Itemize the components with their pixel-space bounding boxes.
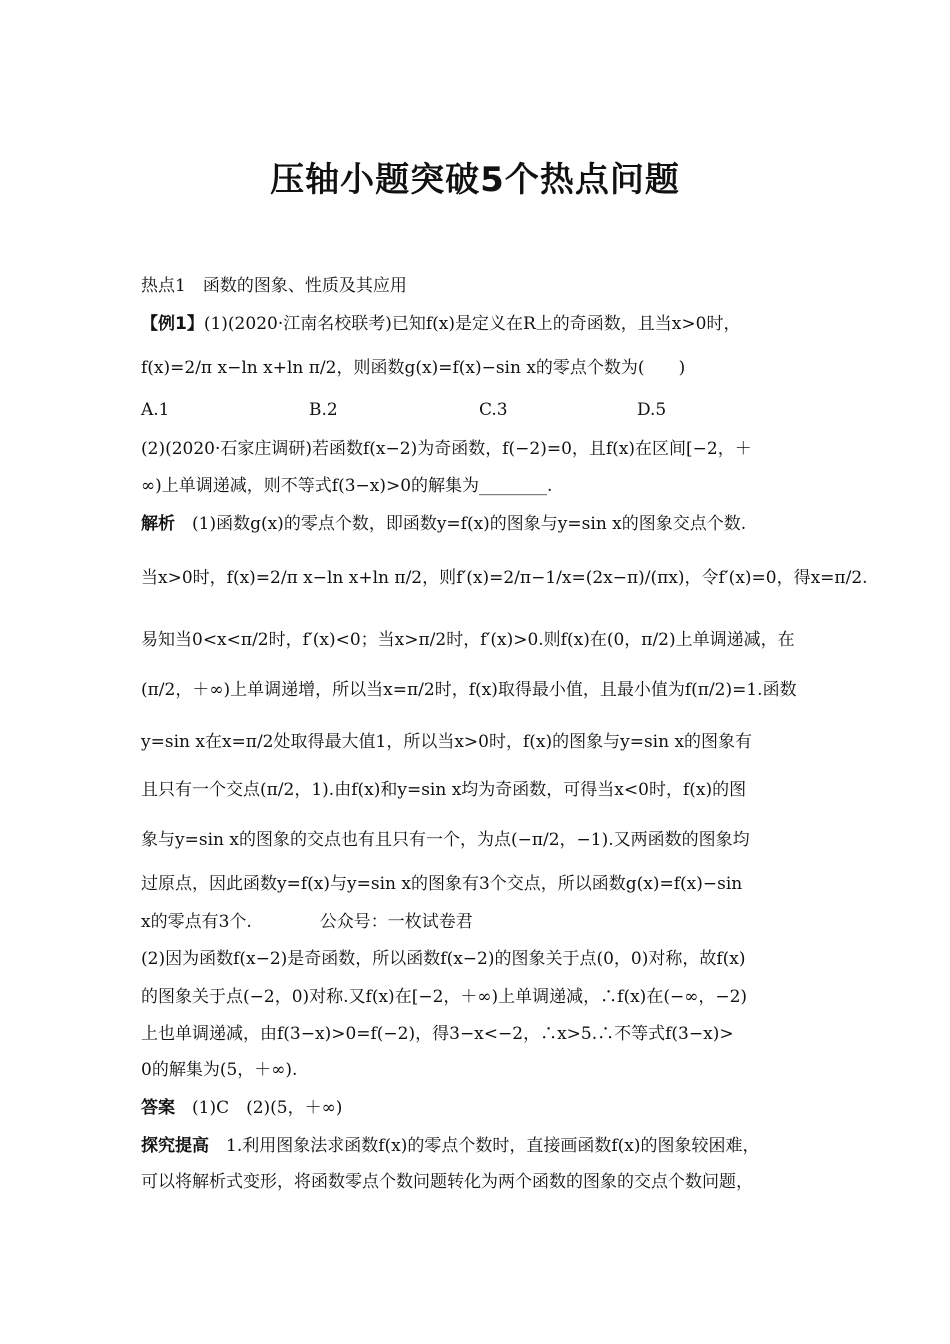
solution-text: (1)函数g(x)的零点个数，即函数y=f(x)的图象与y=sin x的图象交点个数. bbox=[192, 514, 747, 534]
answer-text: (1)C (2)(5，＋∞) bbox=[192, 1098, 343, 1118]
solution-line: y=sin x在x=π/2处取得最大值1，所以当x>0时，f(x)的图象与y=sin x的图象有 bbox=[141, 732, 753, 752]
option-a: A.1 bbox=[141, 400, 170, 420]
solution-line: 过原点，因此函数y=f(x)与y=sin x的图象有3个交点，所以函数g(x)=f(x)−sin bbox=[141, 874, 743, 894]
solution-line: 且只有一个交点(π/2，1).由f(x)和y=sin x均为奇函数，可得当x<0时，f(x)的图 bbox=[141, 780, 747, 800]
explore-text: 1.利用图象法求函数f(x)的零点个数时，直接画函数f(x)的图象较困难， bbox=[226, 1136, 760, 1156]
section-heading: 热点1 函数的图象、性质及其应用 bbox=[141, 276, 407, 296]
question-1-line-1: (1)(2020·江南名校联考)已知f(x)是定义在R上的奇函数，且当x>0时， bbox=[203, 314, 741, 334]
solution-line: (π/2，＋∞)上单调递增，所以当x=π/2时，f(x)取得最小值，且最小值为f(π/2)=1.函数 bbox=[141, 680, 797, 700]
example-label: 【例1】 bbox=[141, 314, 204, 334]
solution-line: 上也单调递减，由f(3−x)>0=f(−2)，得3−x<−2，∴x>5.∴不等式f(3−x)> bbox=[141, 1024, 734, 1044]
explore-line-2: 可以将解析式变形，将函数零点个数问题转化为两个函数的图象的交点个数问题， bbox=[141, 1172, 753, 1192]
answer-label: 答案 bbox=[141, 1098, 175, 1118]
answer-line bbox=[141, 1096, 811, 1120]
solution-line bbox=[141, 512, 811, 536]
page-title: 压轴小题突破5个热点问题 bbox=[270, 160, 680, 200]
solution-line: (2)因为函数f(x−2)是奇函数，所以函数f(x−2)的图象关于点(0，0)对称，故f(x) bbox=[141, 949, 746, 969]
solution-line: 当x>0时，f(x)=2/π x−ln x+ln π/2，则f′(x)=2/π−1/x=(2x−π)/(πx)，令f′(x)=0，得x=π/2. bbox=[141, 568, 868, 588]
question-1-line-2: f(x)=2/π x−ln x+ln π/2，则函数g(x)=f(x)−sin x的零点个数为( ) bbox=[141, 358, 686, 378]
solution-line: 象与y=sin x的图象的交点也有且只有一个，为点(−π/2，−1).又两函数的图象均 bbox=[141, 830, 750, 850]
option-d: D.5 bbox=[637, 400, 667, 420]
option-c: C.3 bbox=[479, 400, 508, 420]
question-2-line-2: ∞)上单调递减，则不等式f(3−x)>0的解集为________. bbox=[141, 476, 553, 496]
explore-label: 探究提高 bbox=[141, 1136, 209, 1156]
example-line bbox=[141, 312, 811, 336]
solution-line: 的图象关于点(−2，0)对称.又f(x)在[−2，＋∞)上单调递减，∴f(x)在(−∞，−2) bbox=[141, 987, 748, 1007]
solution-line: 0的解集为(5，＋∞). bbox=[141, 1060, 298, 1080]
options-row bbox=[141, 398, 811, 422]
solution-line: x的零点有3个. 公众号：一枚试卷君 bbox=[141, 912, 473, 932]
question-2-line-1: (2)(2020·石家庄调研)若函数f(x−2)为奇函数，f(−2)=0，且f(x)在区间[−2，＋ bbox=[141, 439, 752, 459]
option-b: B.2 bbox=[309, 400, 338, 420]
solution-line: 易知当0<x<π/2时，f′(x)<0；当x>π/2时，f′(x)>0.则f(x)在(0，π/2)上单调递减，在 bbox=[141, 630, 795, 650]
explore-line bbox=[141, 1134, 811, 1158]
solution-label: 解析 bbox=[141, 514, 175, 534]
